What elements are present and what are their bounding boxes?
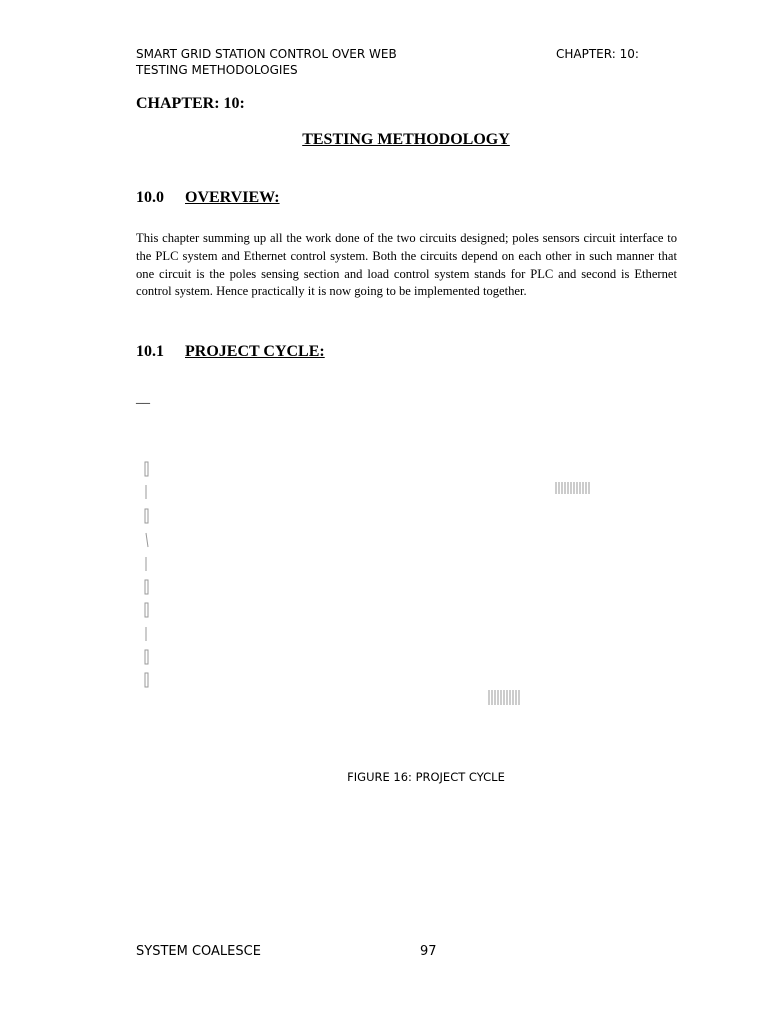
section-label: PROJECT CYCLE: bbox=[185, 343, 325, 360]
section-heading-project-cycle bbox=[136, 343, 325, 361]
page-number: 97 bbox=[420, 944, 437, 959]
chapter-heading: CHAPTER: 10: bbox=[136, 95, 245, 112]
section-label: OVERVIEW: bbox=[185, 189, 280, 206]
project-cycle-figure bbox=[136, 440, 696, 720]
section-number: 10.1 bbox=[136, 343, 164, 360]
section-heading-overview bbox=[136, 189, 280, 207]
footer-label: SYSTEM COALESCE bbox=[136, 944, 261, 959]
page-title: TESTING METHODOLOGY bbox=[302, 131, 510, 148]
header-left bbox=[136, 46, 397, 78]
dash-mark: __ bbox=[136, 391, 150, 406]
header-chapter: CHAPTER: 10: bbox=[556, 47, 639, 61]
overview-paragraph: This chapter summing up all the work done of the two circuits designed; poles sensors circuit interface to the PLC system and Ethernet control system. Both the circuits depend on each other in such manner that one circuit is the poles sensing section and load control system stands for PLC and second is Ethernet control system. Hence practically it is now going to be implemented together. bbox=[136, 231, 677, 299]
figure-artifacts bbox=[136, 440, 696, 720]
header-title-line1: SMART GRID STATION CONTROL OVER WEB bbox=[136, 47, 397, 61]
header-title-line2: TESTING METHODOLOGIES bbox=[136, 63, 298, 77]
figure-caption: FIGURE 16: PROJECT CYCLE bbox=[347, 770, 505, 784]
section-number: 10.0 bbox=[136, 189, 164, 206]
